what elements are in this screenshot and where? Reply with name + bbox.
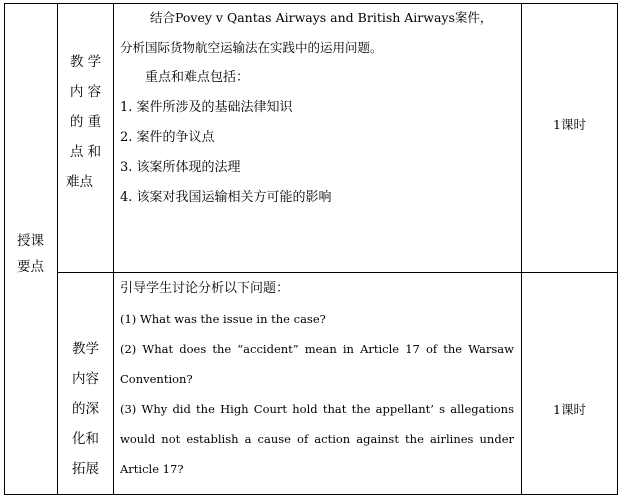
content-line: 引导学生讨论分析以下问题：	[120, 281, 290, 296]
hours-value: 1课时	[553, 402, 586, 417]
content-line: 重点和难点包括：	[145, 70, 250, 85]
table-border-right	[617, 3, 618, 495]
section-label	[58, 334, 113, 484]
table-border-bottom	[4, 494, 618, 495]
outer-label-line: 要点	[17, 259, 44, 275]
section-label-line: 拓展	[72, 461, 99, 477]
column-divider-3	[521, 3, 522, 495]
content-line: 分析国际货物航空运输法在实践中的运用问题。	[120, 40, 383, 55]
content-line: Convention?	[120, 372, 193, 386]
section-label-line: 内 容	[69, 84, 102, 100]
section-label-line: 的深	[72, 401, 99, 417]
content-line: 3. 该案所体现的法理	[120, 160, 241, 175]
section-label-line: 化和	[72, 431, 99, 447]
section-label-line: 教 学	[69, 54, 102, 70]
outer-label-line: 授课	[17, 233, 44, 249]
column-divider-2	[113, 3, 114, 495]
content-line: Article 17?	[120, 462, 184, 476]
section-label-line: 的 重	[69, 114, 102, 130]
outer-label	[4, 228, 57, 280]
content-line: 2. 案件的争议点	[120, 130, 215, 145]
content-line: 4. 该案对我国运输相关方可能的影响	[120, 190, 332, 205]
content-line: (2) What does the “accident” mean in Article 17 of the Warsaw	[120, 342, 514, 356]
section-label-line: 难点	[66, 174, 93, 190]
row-divider	[57, 272, 618, 273]
hours-value: 1课时	[553, 117, 586, 132]
content-line: (3) Why did the High Court hold that the appellant’ s allegations	[120, 402, 514, 416]
content-line: would not establish a cause of action against the airlines under	[120, 432, 514, 446]
section-label	[58, 47, 113, 197]
content-line: 1. 案件所涉及的基础法律知识	[120, 100, 293, 115]
content-line: (1) What was the issue in the case?	[120, 312, 326, 326]
section-label-line: 点 和	[69, 144, 102, 160]
content-line: 结合Povey v Qantas Airways and British Airways案件，	[150, 10, 493, 25]
section-label-line: 内容	[72, 371, 99, 387]
section-label-line: 教学	[72, 341, 99, 357]
